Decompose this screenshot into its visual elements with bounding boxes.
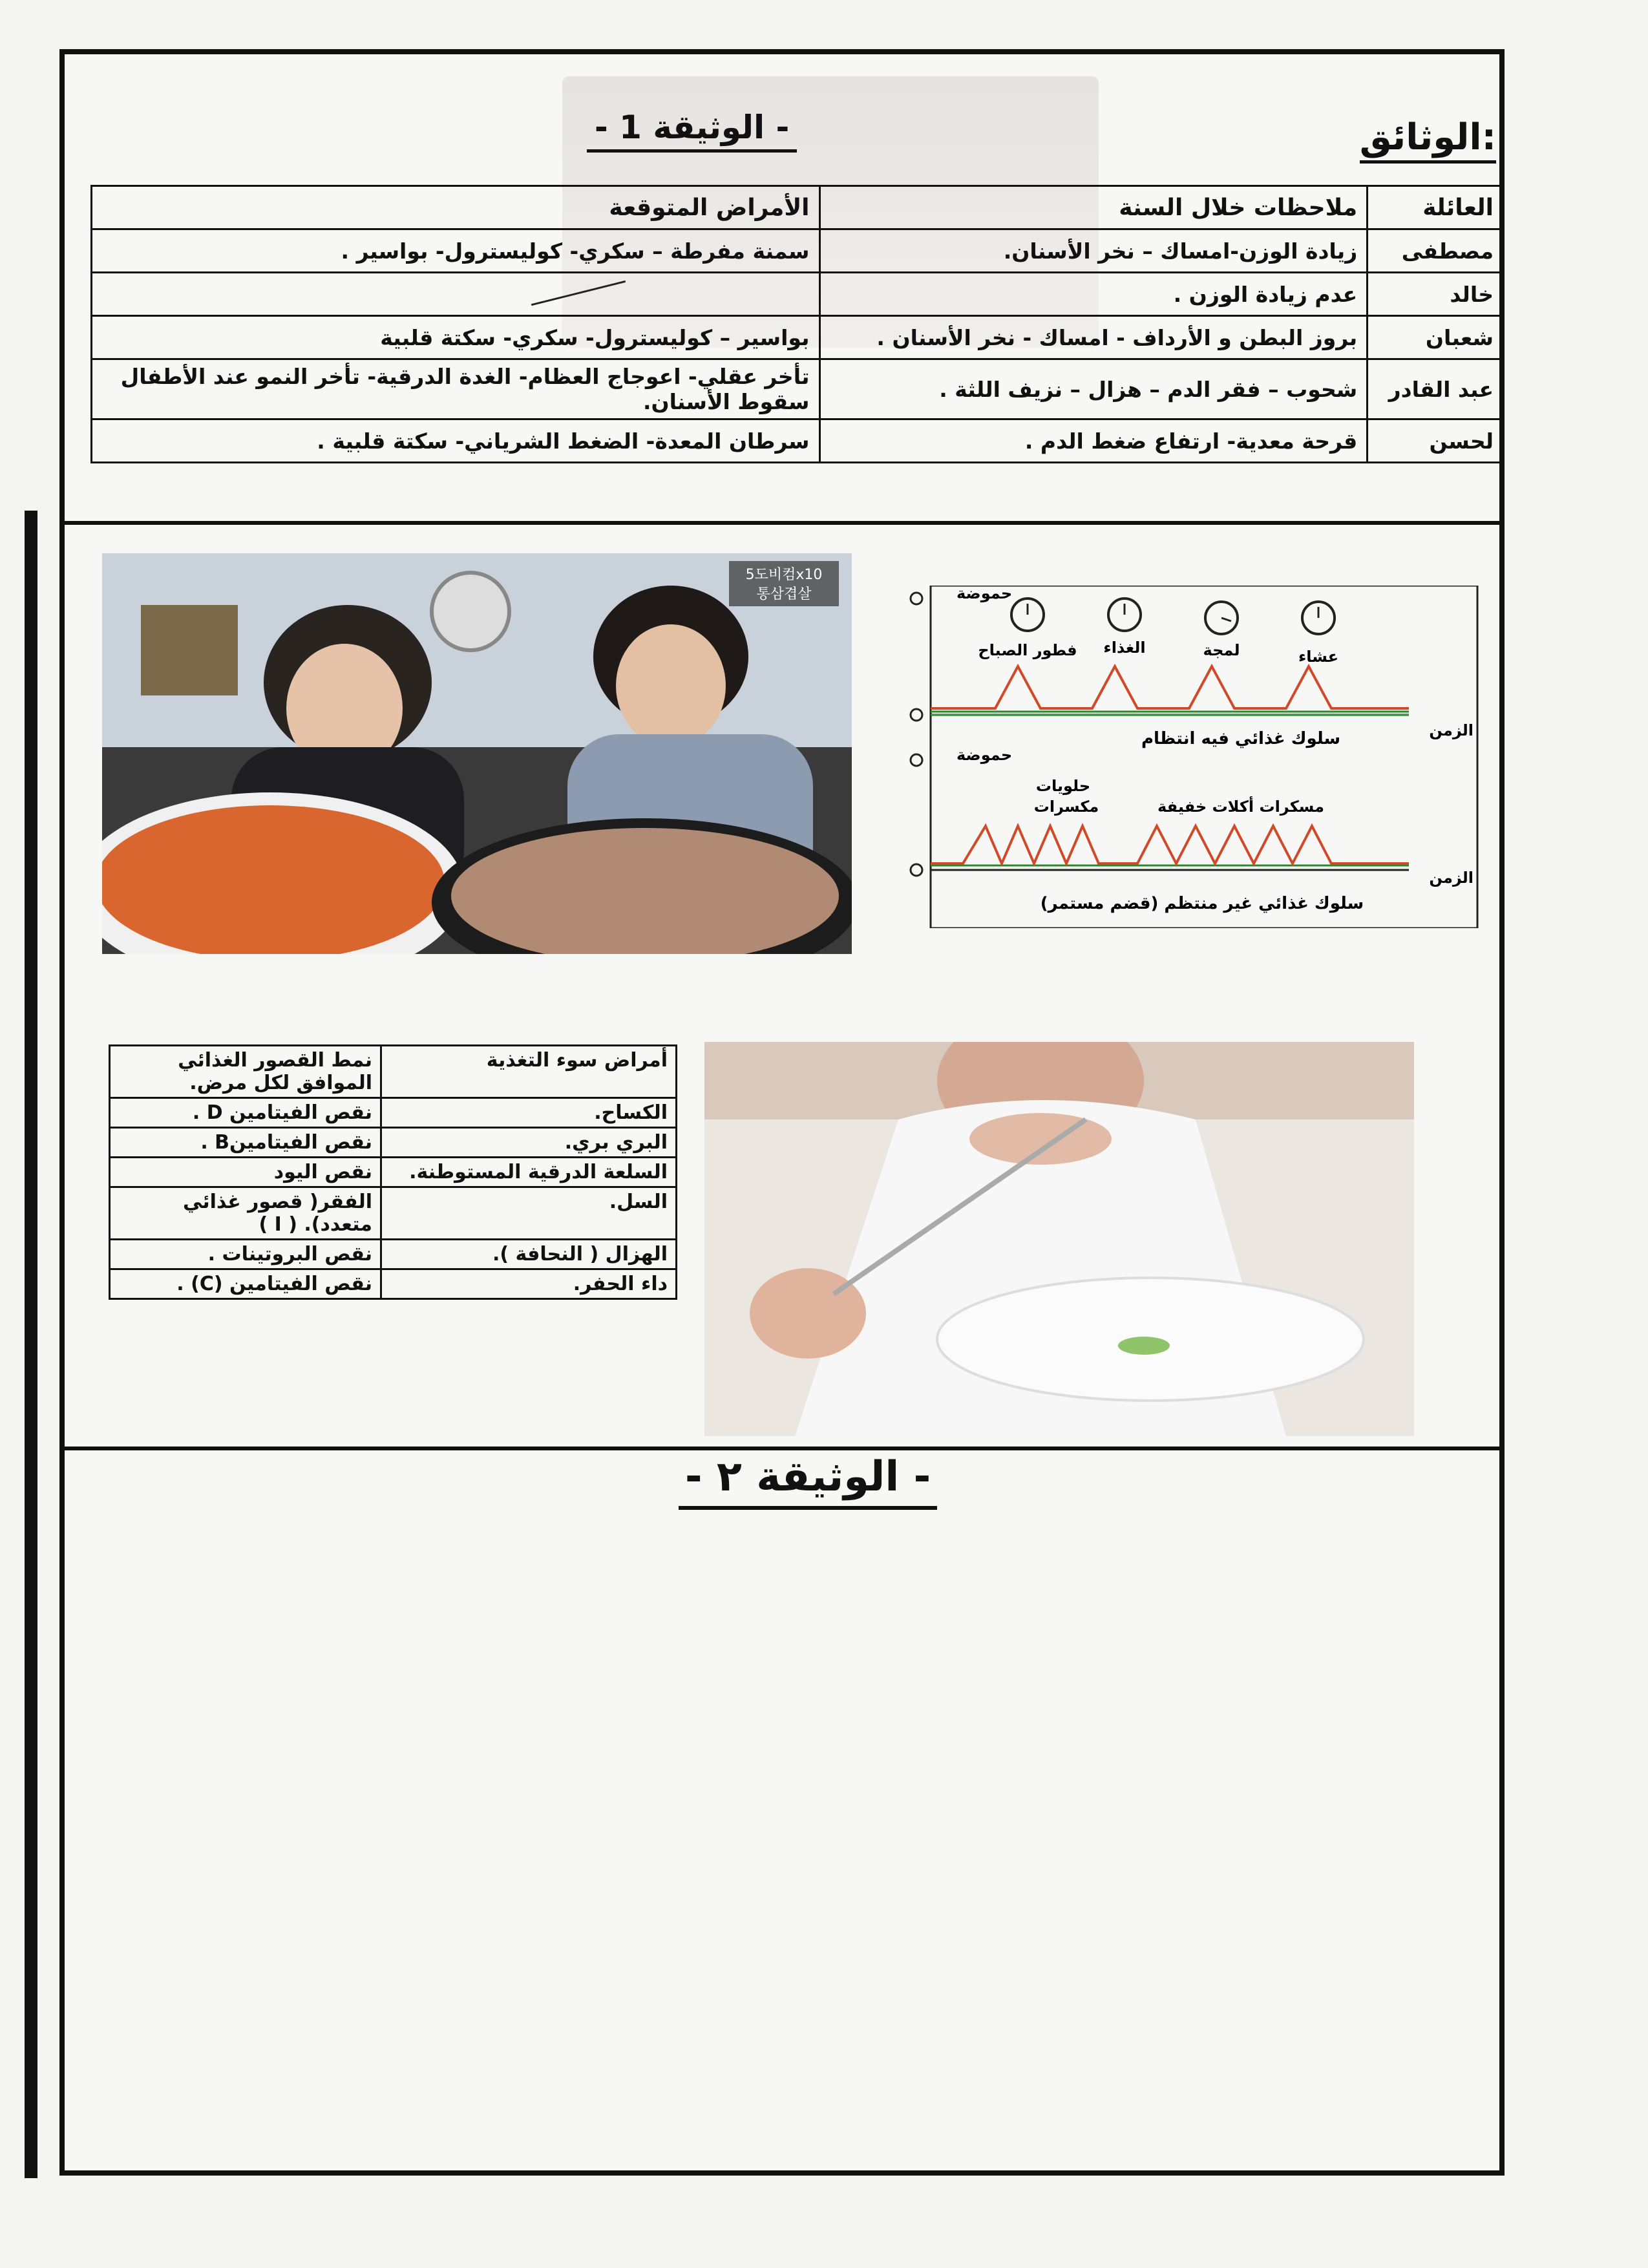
diseases-cell: بواسير – كوليسترول- سكري- سكتة قلبية	[92, 316, 820, 359]
section-divider	[59, 521, 1505, 525]
small-meal-illustration	[704, 1042, 1414, 1436]
table-row	[92, 273, 1504, 316]
irregular-caption: سلوك غذائي غير منتظم (قضم مستمر)	[1040, 894, 1364, 913]
frame-left-bar	[25, 511, 37, 2178]
header-disease: أمراض سوء التغذية	[381, 1046, 677, 1098]
table-row	[110, 1098, 677, 1128]
meal-label: فطور الصباح	[978, 641, 1077, 659]
acidity-label-bottom: حموضة	[956, 746, 1013, 764]
disease-cell: البري بري.	[381, 1128, 677, 1158]
disease-cell: داء الحفر.	[381, 1269, 677, 1299]
family-cell: مصطفى	[1368, 229, 1504, 273]
disease-cell: السلعة الدرقية المستوطنة.	[381, 1158, 677, 1187]
doc1-title: - الوثيقة 1 -	[595, 109, 790, 146]
notes-cell: شحوب – فقر الدم – هزال – نزيف اللثة .	[819, 359, 1368, 419]
table-row	[110, 1269, 677, 1299]
header-diseases: الأمراض المتوقعة	[92, 186, 820, 229]
deficiency-cell: نقص الفيتامينB .	[110, 1128, 381, 1158]
notes-cell: زيادة الوزن-امساك – نخر الأسنان.	[819, 229, 1368, 273]
diseases-cell: تأخر عقلي- اعوجاج العظام- الغدة الدرقية- تأخر النمو عند الأطفال سقوط الأسنان.	[92, 359, 820, 419]
table-row	[92, 229, 1504, 273]
acidity-graph	[905, 586, 1480, 928]
nuts-label: مكسرات	[1033, 798, 1099, 816]
table-row	[92, 419, 1504, 463]
disease-cell: الهزال ( النحافة ).	[381, 1240, 677, 1269]
documents-label: الوثائق:	[1359, 116, 1496, 158]
mukbang-illustration	[102, 553, 852, 954]
deficiency-cell: الفقر( قصور غذائي متعدد). ( I )	[110, 1187, 381, 1240]
families-table	[90, 185, 1505, 463]
family-cell: خالد	[1368, 273, 1504, 316]
meal-label: لمجة	[1203, 641, 1240, 659]
deficiency-cell: نقص اليود	[110, 1158, 381, 1187]
table-row	[110, 1158, 677, 1187]
photo-badge-top: 5도비컴x10	[745, 567, 823, 583]
table-row	[110, 1240, 677, 1269]
deficiency-cell: نقص الفيتامين (C) .	[110, 1269, 381, 1299]
regular-caption: سلوك غذائي فيه انتظام	[1141, 729, 1341, 748]
notes-cell: بروز البطن و الأرداف - امساك - نخر الأسنان .	[819, 316, 1368, 359]
diseases-cell: سمنة مفرطة – سكري- كوليسترول- بواسير .	[92, 229, 820, 273]
malnutrition-table	[109, 1044, 677, 1300]
header-deficiency: نمط القصور الغذائي الموافق لكل مرض.	[110, 1046, 381, 1098]
family-cell: عبد القادر	[1368, 359, 1504, 419]
deficiency-cell: نقص الفيتامين D .	[110, 1098, 381, 1128]
diseases-cell: سرطان المعدة- الضغط الشرياني- سكتة قلبية .	[92, 419, 820, 463]
table-row	[92, 359, 1504, 419]
doc2-title: - الوثيقة ٢ -	[685, 1453, 931, 1501]
disease-cell: الكساح.	[381, 1098, 677, 1128]
section-divider	[59, 1447, 1505, 1450]
disease-cell: السل.	[381, 1187, 677, 1240]
diseases-cell	[92, 273, 820, 316]
mukbang-photo	[102, 553, 852, 954]
family-cell: لحسن	[1368, 419, 1504, 463]
table-row	[110, 1187, 677, 1240]
time-label-top: الزمن	[1429, 721, 1474, 739]
snacks-label: مسكرات أكلات خفيفة	[1157, 798, 1324, 816]
table-header-row	[92, 186, 1504, 229]
header-family: العائلة	[1368, 186, 1504, 229]
table-header-row	[110, 1046, 677, 1098]
header-notes: ملاحظات خلال السنة	[819, 186, 1368, 229]
table-row	[110, 1128, 677, 1158]
meal-label: عشاء	[1298, 648, 1339, 666]
notes-cell: عدم زيادة الوزن .	[819, 273, 1368, 316]
sweets-label: حلويات	[1035, 777, 1091, 795]
time-label-bottom: الزمن	[1429, 869, 1474, 887]
table-row	[92, 316, 1504, 359]
deficiency-cell: نقص البروتينات .	[110, 1240, 381, 1269]
photo-badge-bottom: 통삼겹살	[756, 586, 812, 602]
small-meal-photo	[704, 1042, 1414, 1436]
acidity-label-top: حموضة	[956, 586, 1013, 602]
notes-cell: قرحة معدية- ارتفاع ضغط الدم .	[819, 419, 1368, 463]
meal-label: الغذاء	[1103, 639, 1146, 657]
family-cell: شعبان	[1368, 316, 1504, 359]
